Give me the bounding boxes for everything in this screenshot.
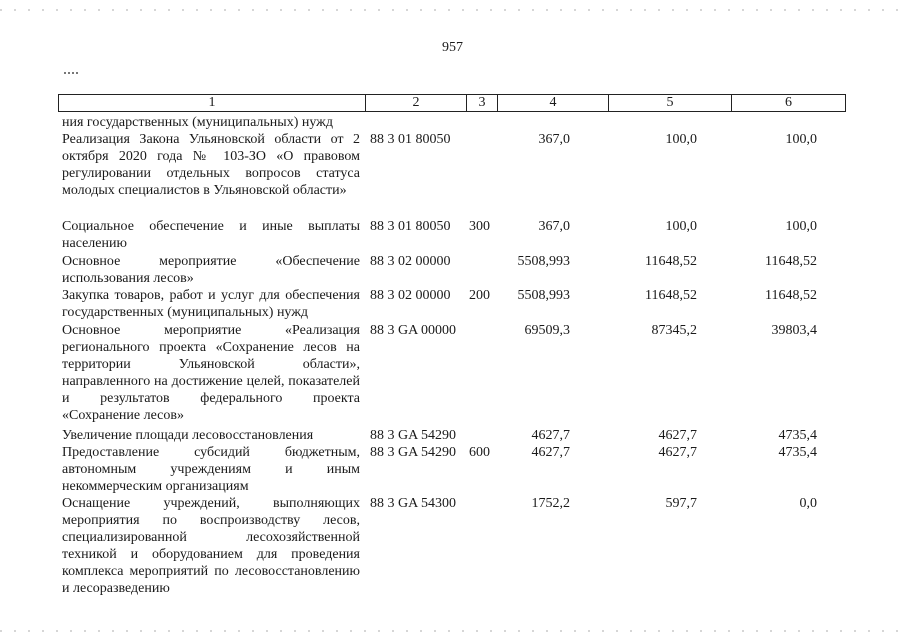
row-name: Предоставление субсидий бюджетным, автономным учреждениям и иным некоммерческим организациям: [62, 445, 360, 494]
row-code: 88 3 GA 00000: [370, 323, 456, 338]
row-value-5: 100,0: [665, 132, 697, 147]
row-code: 88 3 GA 54290: [370, 445, 456, 460]
row-value-4: 69509,3: [524, 323, 570, 338]
page-number: 957: [442, 40, 463, 55]
row-value-4: 1752,2: [531, 496, 570, 511]
header-col-3: 3: [478, 95, 486, 110]
header-col-2: 2: [412, 95, 420, 110]
row-code: 88 3 02 00000: [370, 254, 451, 269]
row-value-4: 367,0: [538, 132, 570, 147]
row-expense-type: 300: [469, 219, 490, 234]
row-value-5: 87345,2: [651, 323, 697, 338]
row-name: ния государственных (муниципальных) нужд: [62, 115, 333, 130]
row-name: Основное мероприятие «Обеспечение использования лесов»: [62, 254, 360, 286]
row-value-6: 11648,52: [765, 254, 817, 269]
row-value-6: 4735,4: [778, 428, 817, 443]
row-name: Оснащение учреждений, выполняющих мероприятия по воспроизводству лесов, специализированной лесохозяйственной техникой и оборудованием для проведения комплекса мероприятий по лесовосстановлению и лесоразведению: [62, 496, 360, 596]
row-value-6: 100,0: [785, 219, 817, 234]
row-code: 88 3 01 80050: [370, 132, 451, 147]
row-value-5: 11648,52: [645, 288, 697, 303]
row-name: Увеличение площади лесовосстановления: [62, 428, 314, 443]
row-code: 88 3 01 80050: [370, 219, 451, 234]
row-expense-type: 600: [469, 445, 490, 460]
header-col-1: 1: [208, 95, 216, 110]
header-col-4: 4: [549, 95, 557, 110]
row-name: Социальное обеспечение и иные выплаты населению: [62, 219, 360, 251]
row-value-5: 100,0: [665, 219, 697, 234]
row-value-4: 4627,7: [531, 445, 570, 460]
scan-artifact-top: [0, 9, 905, 11]
row-value-5: 597,7: [665, 496, 697, 511]
row-value-4: 5508,993: [517, 254, 570, 269]
row-expense-type: 200: [469, 288, 490, 303]
row-value-4: 5508,993: [517, 288, 570, 303]
scan-mark: [64, 72, 80, 74]
row-value-5: 4627,7: [658, 445, 697, 460]
row-name: Основное мероприятие «Реализация регионального проекта «Сохранение лесов на территории Ульяновской области», направленного на достижение целей, показателей и результатов федерального проекта «Сохранение лесов»: [62, 323, 360, 423]
row-value-5: 11648,52: [645, 254, 697, 269]
row-value-4: 367,0: [538, 219, 570, 234]
row-value-5: 4627,7: [658, 428, 697, 443]
row-name: Закупка товаров, работ и услуг для обеспечения государственных (муниципальных) нужд: [62, 288, 360, 320]
row-value-6: 39803,4: [771, 323, 817, 338]
scan-artifact-bottom: [0, 630, 905, 632]
row-value-6: 100,0: [785, 132, 817, 147]
row-value-6: 4735,4: [778, 445, 817, 460]
header-col-5: 5: [666, 95, 674, 110]
header-col-6: 6: [785, 95, 792, 110]
row-name: Реализация Закона Ульяновской области от 2 октября 2020 года № 103-ЗО «О правовом регулировании отдельных вопросов статуса молодых специалистов в Ульяновской области»: [62, 132, 360, 198]
row-value-6: 0,0: [799, 496, 817, 511]
row-code: 88 3 02 00000: [370, 288, 451, 303]
row-value-6: 11648,52: [765, 288, 817, 303]
row-code: 88 3 GA 54300: [370, 496, 456, 511]
table-header: [58, 94, 846, 112]
row-value-4: 4627,7: [531, 428, 570, 443]
row-code: 88 3 GA 54290: [370, 428, 456, 443]
